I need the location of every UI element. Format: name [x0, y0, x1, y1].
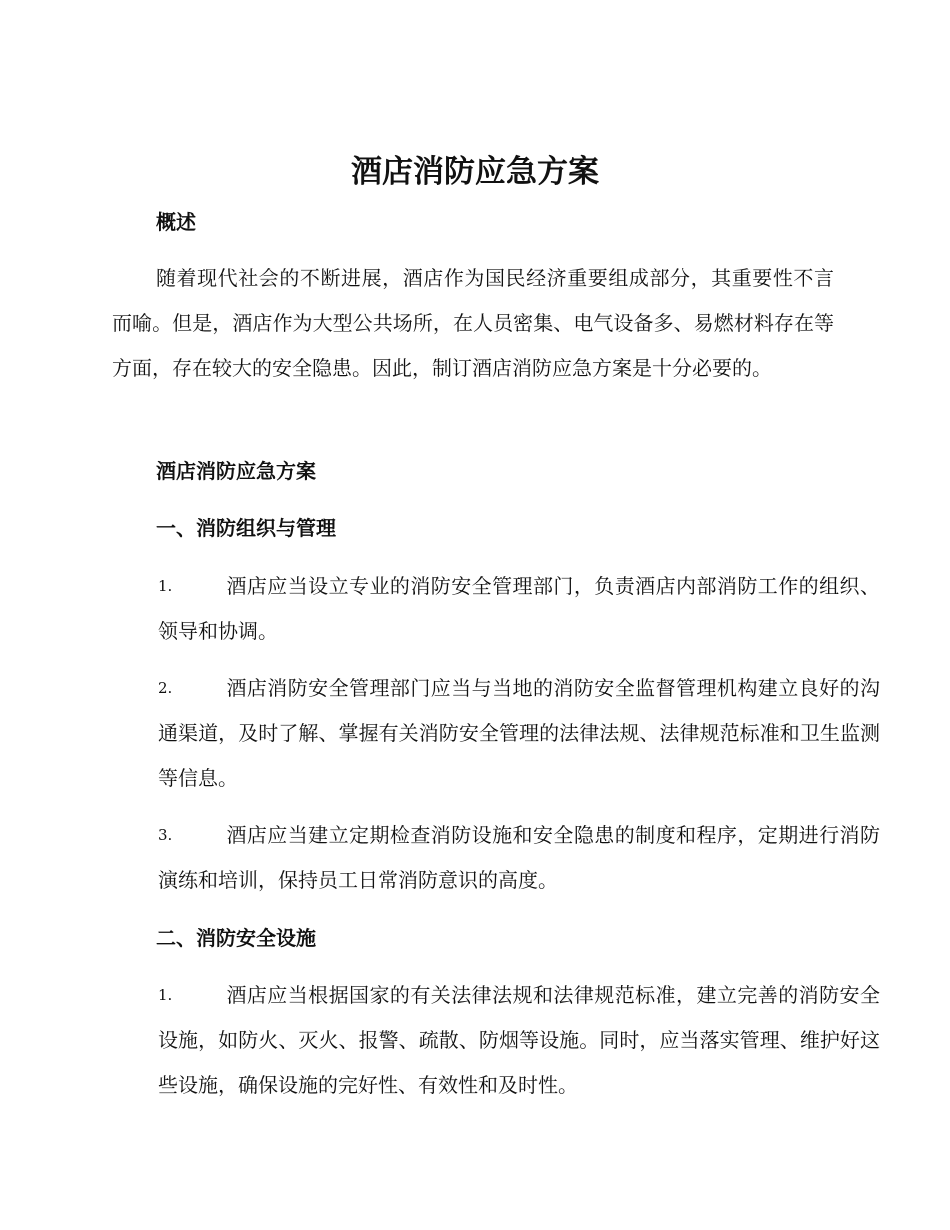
list-item-number: 3.	[158, 826, 173, 844]
document-title: 酒店消防应急方案	[351, 154, 599, 190]
list-item	[112, 666, 880, 801]
list-item-text: 酒店应当建立定期检查消防设施和安全隐患的制度和程序，定期进行消防演练和培训，保持员工日常消防意识的高度。	[158, 823, 880, 892]
list-item	[112, 973, 880, 1108]
list-item-text: 酒店应当设立专业的消防安全管理部门，负责酒店内部消防工作的组织、领导和协调。	[158, 574, 880, 643]
list-item-text: 酒店消防安全管理部门应当与当地的消防安全监督管理机构建立良好的沟通渠道，及时了解、掌握有关消防安全管理的法律法规、法律规范标准和卫生监测等信息。	[158, 676, 880, 790]
list-item-number: 1.	[158, 986, 173, 1004]
plan-heading: 酒店消防应急方案	[156, 459, 316, 483]
overview-heading: 概述	[156, 210, 196, 234]
section-heading-facilities: 二、消防安全设施	[156, 926, 316, 950]
list-item-number: 2.	[158, 679, 173, 697]
section-heading-organization: 一、消防组织与管理	[156, 516, 336, 540]
list-item-text: 酒店应当根据国家的有关法律法规和法律规范标准，建立完善的消防安全设施，如防火、灭火、报警、疏散、防烟等设施。同时，应当落实管理、维护好这些设施，确保设施的完好性、有效性和及时性。	[158, 983, 880, 1097]
list-item	[112, 564, 880, 654]
list-item-number: 1.	[158, 577, 173, 595]
overview-paragraph: 随着现代社会的不断进展，酒店作为国民经济重要组成部分，其重要性不言而喻。但是，酒店作为大型公共场所，在人员密集、电气设备多、易燃材料存在等方面，存在较大的安全隐患。因此，制订酒店消防应急方案是十分必要的。	[112, 266, 834, 380]
list-item	[112, 813, 880, 903]
